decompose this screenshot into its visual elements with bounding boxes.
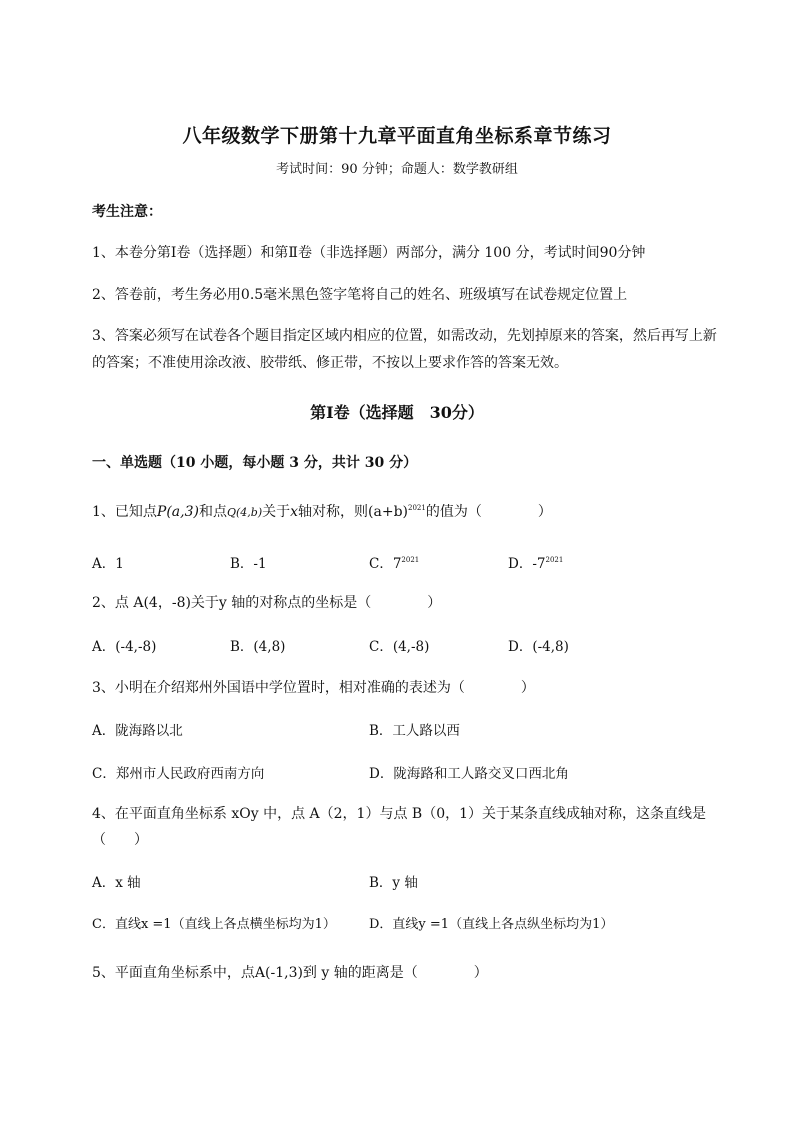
question-3-option-b[interactable]: B．工人路以西 [369, 723, 460, 739]
section-title: 第Ⅰ卷（选择题 30分） [310, 403, 484, 422]
question-5-stem: 5、平面直角坐标系中，点A(-1,3)到 y 轴的距离是（ ） [92, 965, 488, 981]
question-1-option-d[interactable]: D．$-7^{2021}$ [508, 556, 564, 572]
question-3-stem: 3、小明在介绍郑州外国语中学位置时，相对准确的表述为（ ） [92, 680, 535, 696]
notice-item-3: 3、答案必须写在试卷各个题目指定区域内相应的位置，如需改动，先划掉原来的答案，然后再写上新 [92, 328, 717, 344]
question-3-option-a[interactable]: A．陇海路以北 [92, 723, 183, 739]
notice-item-2: 2、答卷前，考生务必用0.5毫米黑色签字笔将自己的姓名、班级填写在试卷规定位置上 [92, 287, 628, 303]
question-3-option-c[interactable]: C．郑州市人民政府西南方向 [92, 766, 265, 782]
exam-title: 八年级数学下册第十九章平面直角坐标系章节练习 [182, 125, 612, 147]
exam-subtitle: 考试时间：90 分钟；命题人：数学教研组 [276, 162, 518, 177]
question-4-option-c[interactable]: C．直线x =1（直线上各点横坐标均为1） [92, 917, 336, 932]
part-heading: 一、单选题（10 小题，每小题 3 分，共计 30 分） [92, 455, 418, 471]
question-2-stem: 2、点 A(4，-8)关于y 轴的对称点的坐标是（ ） [92, 595, 442, 611]
question-1-stem: 1、已知点P(a,3)和点Q(4,b)关于x轴对称，则$(a+b)^{2021}$的值为（ ） [92, 504, 552, 520]
question-4-stem-cont: （ ） [92, 832, 148, 848]
notice-heading: 考生注意： [92, 204, 162, 220]
notice-item-3-cont: 的答案；不准使用涂改液、胶带纸、修正带，不按以上要求作答的答案无效。 [92, 355, 568, 371]
question-4-option-a[interactable]: A．x 轴 [92, 875, 141, 891]
question-4-option-d[interactable]: D．直线y =1（直线上各点纵坐标均为1） [369, 917, 614, 932]
question-2-option-d[interactable]: D．(-4,8) [508, 639, 569, 655]
question-4-stem: 4、在平面直角坐标系 xOy 中，点 A（2，1）与点 B（0，1）关于某条直线成轴对称，这条直线是 [92, 806, 707, 822]
question-2-option-c[interactable]: C．(4,-8) [369, 639, 430, 655]
question-1-option-a[interactable]: A．1 [92, 556, 124, 572]
question-3-option-d[interactable]: D．陇海路和工人路交叉口西北角 [369, 766, 569, 782]
question-2-option-a[interactable]: A．(-4,-8) [92, 639, 157, 655]
notice-item-1: 1、本卷分第Ⅰ卷（选择题）和第Ⅱ卷（非选择题）两部分，满分 100 分，考试时间90分钟 [92, 245, 646, 261]
question-4-option-b[interactable]: B．y 轴 [369, 875, 418, 891]
question-1-option-c[interactable]: C．$7^{2021}$ [369, 556, 420, 572]
question-1-option-b[interactable]: B．-1 [230, 556, 267, 572]
question-2-option-b[interactable]: B．(4,8) [230, 639, 286, 655]
